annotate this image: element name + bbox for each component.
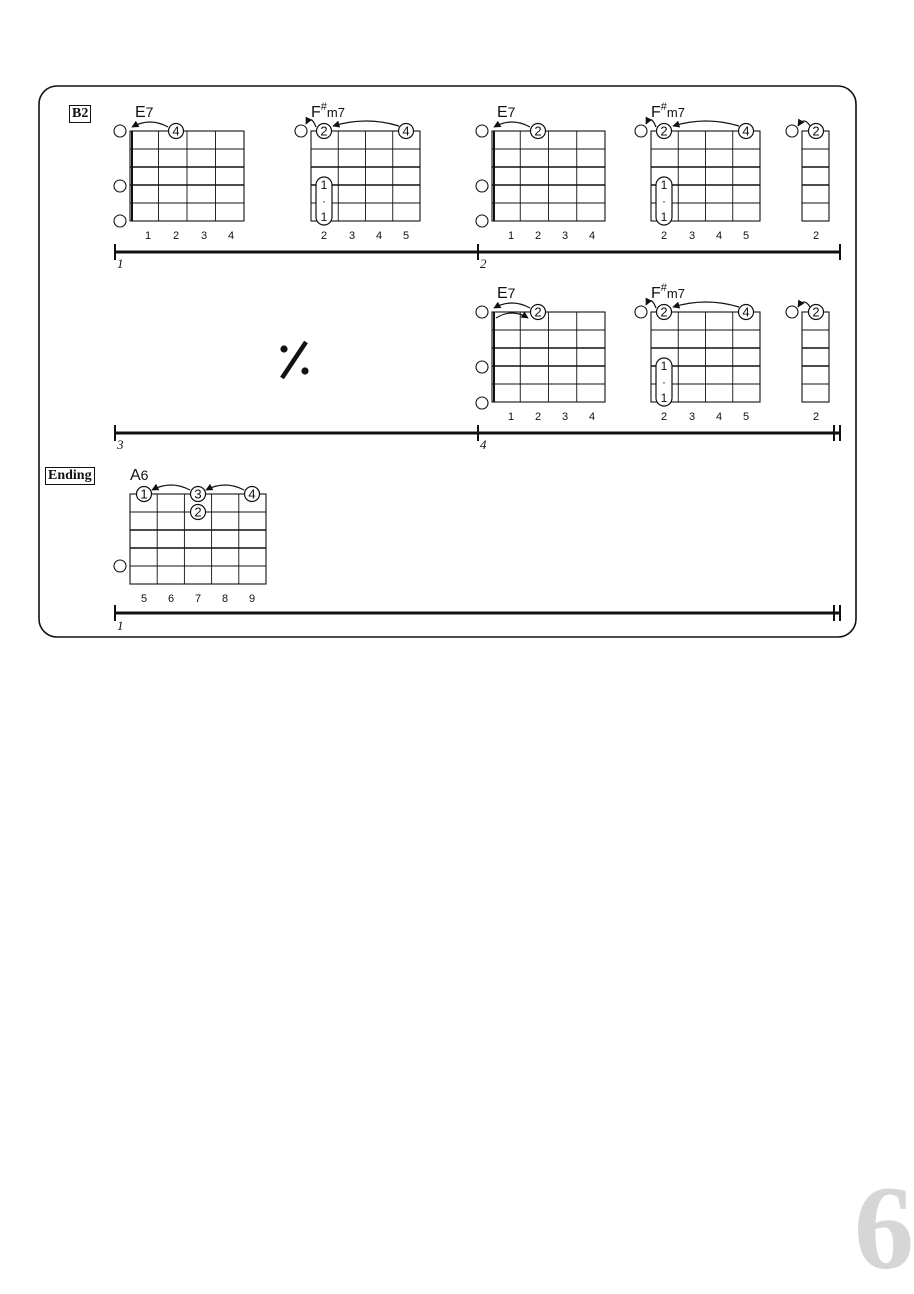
chord-diagrams (114, 101, 829, 605)
open-string-ring (476, 180, 488, 192)
fret-number: 6 (167, 593, 175, 605)
barre-dot: · (662, 194, 666, 208)
chord-name: A6 (130, 467, 149, 484)
chord-name: $F^{\#}_{m7}$ (651, 101, 685, 121)
timeline-row-1 (115, 244, 840, 260)
fret-number: 9 (248, 593, 256, 605)
slide-arrow (496, 313, 528, 318)
page-number: 6 (854, 1161, 914, 1294)
barre-finger: 1 (660, 178, 668, 192)
finger-number: 4 (248, 486, 256, 502)
chord-diagram-partial (786, 302, 829, 423)
fret-number: 2 (172, 230, 180, 242)
measure-number: 1 (117, 618, 124, 633)
chord-diagram-partial (786, 121, 829, 242)
open-string-ring (476, 125, 488, 137)
fret-number: 2 (660, 230, 668, 242)
slide-arrow (494, 303, 530, 308)
slide-arrow (333, 121, 399, 126)
measure-number: 4 (480, 437, 487, 452)
chord-diagram-e7 (476, 104, 605, 242)
finger-number: 3 (194, 486, 202, 502)
fret-number: 1 (507, 411, 515, 423)
fret-number: 4 (375, 230, 383, 242)
finger-number: 4 (172, 123, 180, 139)
fret-number: 3 (688, 411, 696, 423)
fret-number: 4 (588, 411, 596, 423)
fret-number: 3 (348, 230, 356, 242)
fret-number: 2 (320, 230, 328, 242)
timeline-row-3 (115, 605, 840, 621)
slide-arrow (152, 485, 190, 490)
chord-diagram-fsharpm7 (635, 282, 760, 423)
fret-number: 5 (742, 230, 750, 242)
fret-number: 2 (534, 411, 542, 423)
fret-number: 4 (227, 230, 235, 242)
slide-arrow (673, 302, 739, 307)
repeat-sign (280, 342, 308, 378)
slide-arrow (206, 485, 244, 490)
slide-arrow (132, 122, 168, 127)
slide-arrow (673, 121, 739, 126)
finger-number: 2 (194, 504, 202, 520)
barre-finger: 1 (660, 210, 668, 224)
fret-number: 3 (561, 411, 569, 423)
fret-number: 2 (660, 411, 668, 423)
finger-number: 4 (742, 123, 750, 139)
open-string-ring (114, 215, 126, 227)
chord-name: $F^{\#}_{m7}$ (311, 101, 345, 121)
finger-number: 2 (812, 304, 820, 320)
chord-name: E7 (135, 104, 154, 121)
chord-diagram-e7 (476, 285, 605, 423)
slide-arrow (494, 122, 530, 127)
fret-number: 5 (742, 411, 750, 423)
fret-number: 3 (200, 230, 208, 242)
barre-finger: 1 (320, 178, 328, 192)
fret-number: 3 (688, 230, 696, 242)
open-string-ring (114, 180, 126, 192)
score-frame (39, 86, 856, 637)
chord-diagram-fsharpm7 (635, 101, 760, 242)
fret-number: 4 (715, 411, 723, 423)
open-string-ring (635, 125, 647, 137)
open-string-ring (786, 306, 798, 318)
fret-number: 2 (812, 411, 820, 423)
fret-number: 4 (715, 230, 723, 242)
barre-finger: 1 (660, 359, 668, 373)
fretboard-frame (802, 131, 829, 221)
section-label-b2: B2 (69, 105, 91, 123)
fret-number: 8 (221, 593, 229, 605)
chord-name: E7 (497, 285, 516, 302)
fret-number: 1 (144, 230, 152, 242)
measure-number: 3 (117, 437, 124, 452)
repeat-sign-text: % (0, 0, 1, 1)
open-string-ring (476, 306, 488, 318)
finger-number: 2 (320, 123, 328, 139)
fret-number: 2 (812, 230, 820, 242)
open-string-ring (114, 560, 126, 572)
chord-diagram-fsharpm7 (295, 101, 420, 242)
measure-number: 1 (117, 256, 124, 271)
measure-number: 2 (480, 256, 487, 271)
open-string-ring (476, 361, 488, 373)
slide-arrow (798, 302, 810, 307)
finger-number: 2 (660, 304, 668, 320)
open-string-ring (476, 397, 488, 409)
chord-name: $F^{\#}_{m7}$ (651, 282, 685, 302)
barre-finger: 1 (320, 210, 328, 224)
open-string-ring (786, 125, 798, 137)
finger-number: 4 (742, 304, 750, 320)
finger-number: 4 (402, 123, 410, 139)
fret-number: 4 (588, 230, 596, 242)
finger-number: 2 (812, 123, 820, 139)
fretboard-frame (802, 312, 829, 402)
fret-number: 5 (140, 593, 148, 605)
fret-number: 3 (561, 230, 569, 242)
barre-dot: · (662, 375, 666, 389)
fret-number: 1 (507, 230, 515, 242)
fret-number: 7 (194, 593, 202, 605)
chord-name: E7 (497, 104, 516, 121)
barre-dot: · (322, 194, 326, 208)
fret-number: 5 (402, 230, 410, 242)
chord-diagram-e7 (114, 104, 244, 242)
open-string-ring (114, 125, 126, 137)
open-string-ring (635, 306, 647, 318)
section-label-ending: Ending (45, 467, 95, 485)
open-string-ring (476, 215, 488, 227)
barre-finger: 1 (660, 391, 668, 405)
finger-number: 2 (534, 304, 542, 320)
fret-number: 2 (534, 230, 542, 242)
timeline-row-2 (115, 425, 840, 441)
slide-arrow (798, 121, 810, 126)
finger-number: 1 (140, 486, 148, 502)
open-string-ring (295, 125, 307, 137)
finger-number: 2 (660, 123, 668, 139)
chord-diagram-a6 (114, 467, 266, 605)
finger-number: 2 (534, 123, 542, 139)
